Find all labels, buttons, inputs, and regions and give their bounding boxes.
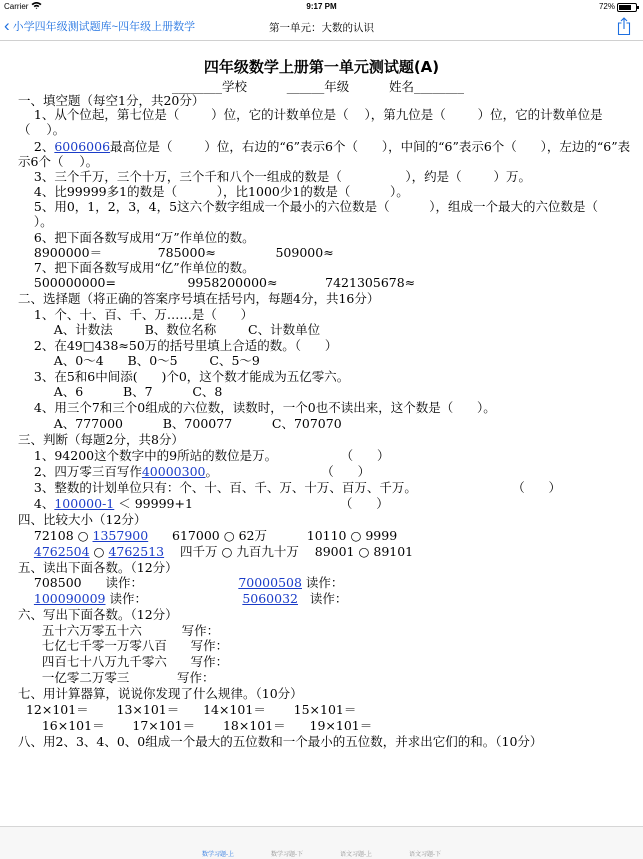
doc-line: 2、四万零三百写作40000300。 （ ） [18, 464, 371, 479]
doc-line: 500000000= 9958200000≈ 7421305678≈ [18, 275, 416, 290]
doc-line: 2、6006006最高位是（ ）位，右边的“6”表示6个（ ），中间的“6”表示6个（ ），左边的“6”表 [18, 139, 631, 154]
doc-line: 八、用2、3、4、0、0组成一个最大的五位数和一个最小的五位数，并求出它们的和。（10分） [18, 734, 543, 749]
battery-percent: 72% [598, 2, 615, 11]
tab-math-1[interactable]: 数学习题-上 [202, 852, 234, 858]
tab-chinese-2[interactable]: 语文习题-下 [409, 852, 441, 858]
doc-line: 16×101＝ 17×101＝ 18×101＝ 19×101＝ [18, 718, 373, 733]
doc-line: 四、比较大小（12分） [18, 512, 147, 527]
battery-fill [619, 5, 631, 10]
doc-line: 一亿零二万零三 写作： [18, 670, 215, 685]
doc-line: （ ）。 [18, 122, 66, 137]
doc-line: 1、94200这个数字中的9所站的数位是万。 （ ） [18, 448, 390, 463]
doc-line: A、0～4 B、0～5 C、5～9 [18, 353, 260, 368]
doc-line: A、6 B、7 C、8 [18, 384, 223, 399]
doc-line: 12×101＝ 13×101＝ 14×101＝ 15×101＝ [18, 702, 357, 717]
doc-line: 五十六万零五十六 写作： [18, 623, 220, 638]
doc-line: 3、三个千万，三个十万，三个千和八个一组成的数是（ ），约是（ ）万。 [18, 169, 531, 184]
doc-line: 72108 ○ 1357900 617000 ○ 62万 10110 ○ 9999 [18, 528, 398, 543]
number-link[interactable]: 100000-1 [54, 496, 115, 511]
tab-math-2[interactable]: 数学习题-下 [271, 852, 303, 858]
doc-line: 100090009 读作： 5060032 读作： [33, 591, 348, 606]
share-icon[interactable] [617, 17, 631, 41]
doc-line: 一、填空题（每空1分，共20分） [18, 93, 205, 108]
doc-line: A、计数法 B、数位名称 C、计数单位 [18, 322, 321, 337]
status-time: 9:17 PM [306, 2, 337, 11]
tab-chinese-1[interactable]: 语文习题-上 [340, 852, 372, 858]
document-view[interactable] [0, 40, 643, 825]
number-link[interactable]: 70000508 [238, 575, 302, 590]
doc-line: 示6个（ ）。 [18, 154, 99, 169]
number-link[interactable]: 4762504 [33, 544, 90, 559]
doc-line: 6、把下面各数写成用“万”作单位的数。 [18, 230, 255, 245]
number-link[interactable]: 1357900 [92, 528, 149, 543]
doc-line: 三、判断（每题2分，共8分） [18, 432, 184, 447]
back-chevron-icon: ‹ [4, 16, 10, 35]
doc-line: 4762504 ○ 4762513 四千万 ○ 九百九十万 89001 ○ 89101 [33, 544, 414, 559]
doc-line: 1、从个位起，第七位是（ ）位，它的计数单位是（ ），第九位是（ ）位，它的计数单位是 [18, 107, 603, 122]
doc-line: 2、在49□438≈50万的括号里填上合适的数。（ ） [18, 338, 338, 353]
number-link[interactable]: 40000300 [141, 464, 206, 479]
doc-title: 四年级数学上册第一单元测试题(A) [203, 58, 440, 76]
doc-line: 8900000＝ 785000≈ 509000≈ [18, 245, 334, 260]
doc-line: 六、写出下面各数。（12分） [18, 607, 178, 622]
doc-line: 七、用计算器算，说说你发现了什么规律。（10分） [18, 686, 303, 701]
doc-line: A、777000 B、700077 C、707070 [18, 416, 342, 431]
carrier-label: Carrier [4, 2, 29, 11]
doc-line: 7、把下面各数写成用“亿”作单位的数。 [18, 260, 255, 275]
status-bar [0, 0, 643, 14]
number-link[interactable]: 6006006 [54, 139, 111, 154]
nav-title: 第一单元：大数的认识 [269, 22, 374, 34]
number-link[interactable]: 4762513 [108, 544, 165, 559]
doc-line: 4、100000-1 ＜ 99999+1 （ ） [18, 496, 389, 511]
tab-bar [0, 826, 643, 859]
doc-line: 5、用0，1，2，3，4，5这六个数字组成一个最小的六位数是（ ），组成一个最大的六位数是（ [18, 199, 599, 214]
doc-line: 四百七十八万九千零六 写作： [18, 654, 229, 669]
doc-line: 五、读出下面各数。（12分） [18, 560, 178, 575]
number-link[interactable]: 5060032 [242, 591, 298, 606]
doc-line: 1、个、十、百、千、万……是（ ） [18, 307, 254, 322]
number-link[interactable]: 100090009 [33, 591, 106, 606]
doc-line: 4、用三个7和三个0组成的六位数，读数时，一个0也不读出来，这个数是（ ）。 [18, 400, 496, 415]
doc-line: 二、选择题（将正确的答案序号填在括号内，每题4分，共16分） [18, 291, 380, 306]
doc-line: 3、整数的计划单位只有：个、十、百、千、万、十万、百万、千万。 （ ） [18, 480, 562, 495]
battery-icon [617, 3, 637, 12]
doc-line: 3、在5和6中间添( )个0，这个数才能成为五亿零六。 [18, 369, 350, 384]
doc-line: ________学校 ______年级 姓名________ [172, 79, 464, 94]
doc-line: 七亿七千零一万零八百 写作： [18, 638, 229, 653]
doc-line: 4、比99999多1的数是（ ），比1000少1的数是（ ）。 [18, 184, 409, 199]
navigation-bar [0, 14, 643, 41]
doc-line: 708500 读作： 70000508 读作： [18, 575, 344, 590]
doc-line: ）。 [18, 214, 53, 229]
back-button-label: 小学四年级测试题库~四年级上册数学 [12, 21, 196, 33]
